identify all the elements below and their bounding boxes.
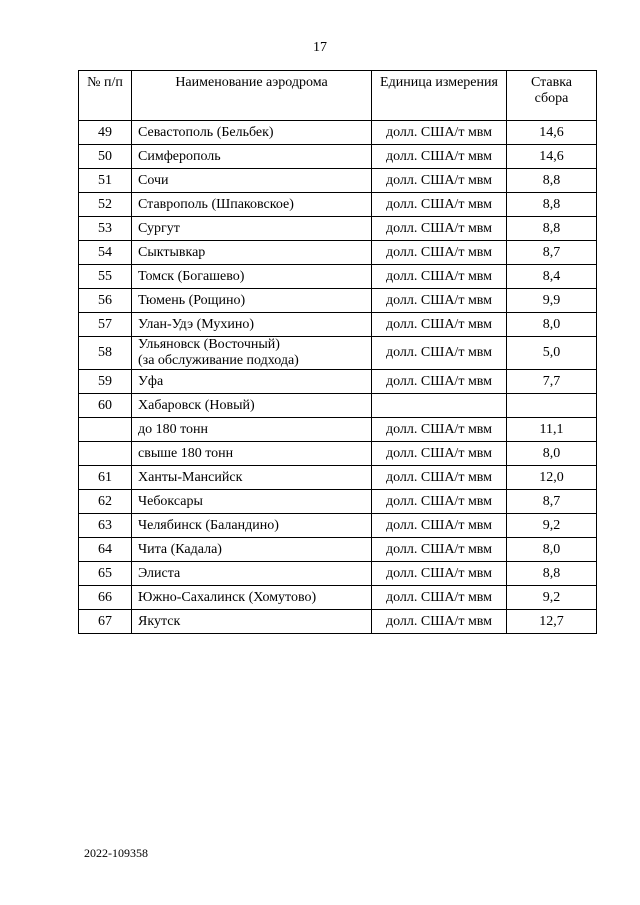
aerodrome-name-cell xyxy=(132,241,372,265)
aerodrome-name: Севастополь (Бельбек) xyxy=(138,124,274,140)
row-number-cell: 54 xyxy=(79,241,132,265)
table-row xyxy=(79,169,597,193)
rate-cell: 14,6 xyxy=(507,121,597,145)
row-number-cell: 60 xyxy=(79,394,132,418)
table-row xyxy=(79,442,597,466)
rate-cell: 8,0 xyxy=(507,313,597,337)
table-row xyxy=(79,490,597,514)
aerodrome-name-cell xyxy=(132,562,372,586)
rate-cell: 9,2 xyxy=(507,586,597,610)
unit-cell: долл. США/т мвм xyxy=(372,169,507,193)
aerodrome-name: Хабаровск (Новый) xyxy=(138,397,255,413)
rate-cell: 9,2 xyxy=(507,514,597,538)
table-row xyxy=(79,418,597,442)
table-row xyxy=(79,337,597,370)
unit-cell: долл. США/т мвм xyxy=(372,145,507,169)
rate-cell: 8,7 xyxy=(507,490,597,514)
aerodrome-name-cell xyxy=(132,265,372,289)
aerodrome-name-cell xyxy=(132,313,372,337)
header-unit: Единица измерения xyxy=(372,71,507,121)
document-id: 2022-109358 xyxy=(84,846,148,860)
aerodrome-name-cell xyxy=(132,370,372,394)
table-row xyxy=(79,610,597,634)
row-number-cell: 63 xyxy=(79,514,132,538)
row-number-cell: 51 xyxy=(79,169,132,193)
unit-cell xyxy=(372,394,507,418)
header-name: Наименование аэродрома xyxy=(132,71,372,121)
row-number-cell: 53 xyxy=(79,217,132,241)
unit-cell: долл. США/т мвм xyxy=(372,538,507,562)
row-number-cell: 55 xyxy=(79,265,132,289)
aerodrome-name-cell xyxy=(132,514,372,538)
table-row xyxy=(79,217,597,241)
rate-cell: 12,7 xyxy=(507,610,597,634)
aerodrome-name: Южно-Сахалинск (Хомутово) xyxy=(138,589,317,605)
page-number: 17 xyxy=(313,40,327,55)
aerodrome-name: Томск (Богашево) xyxy=(138,268,245,284)
rate-cell: 12,0 xyxy=(507,466,597,490)
aerodrome-name: Сочи xyxy=(138,172,169,188)
aerodrome-name-cell xyxy=(132,193,372,217)
aerodrome-name: Чита (Кадала) xyxy=(138,541,222,557)
header-num: № п/п xyxy=(79,71,132,121)
unit-cell: долл. США/т мвм xyxy=(372,193,507,217)
table-row xyxy=(79,145,597,169)
aerodrome-name-cell xyxy=(132,490,372,514)
row-number-cell xyxy=(79,418,132,442)
aerodrome-name: Ставрополь (Шпаковское) xyxy=(138,196,294,212)
unit-cell: долл. США/т мвм xyxy=(372,289,507,313)
row-number-cell: 65 xyxy=(79,562,132,586)
row-number-cell: 56 xyxy=(79,289,132,313)
table-row xyxy=(79,289,597,313)
aerodrome-name: Элиста xyxy=(138,565,181,581)
rate-cell: 8,8 xyxy=(507,169,597,193)
row-number-cell: 52 xyxy=(79,193,132,217)
table-row xyxy=(79,538,597,562)
aerodrome-name-cell xyxy=(132,442,372,466)
row-number-cell: 64 xyxy=(79,538,132,562)
table-row xyxy=(79,241,597,265)
rate-cell: 8,4 xyxy=(507,265,597,289)
aerodrome-name-cell xyxy=(132,538,372,562)
aerodrome-name-cell xyxy=(132,610,372,634)
aerodrome-name: Ханты-Мансийск xyxy=(138,469,243,485)
rate-cell: 14,6 xyxy=(507,145,597,169)
aerodrome-name-cell xyxy=(132,289,372,313)
unit-cell: долл. США/т мвм xyxy=(372,490,507,514)
rate-cell: 11,1 xyxy=(507,418,597,442)
table-row xyxy=(79,370,597,394)
table-row xyxy=(79,586,597,610)
unit-cell: долл. США/т мвм xyxy=(372,217,507,241)
unit-cell: долл. США/т мвм xyxy=(372,241,507,265)
aerodrome-name-cell xyxy=(132,418,372,442)
aerodrome-name-cell xyxy=(132,337,372,370)
rate-cell xyxy=(507,394,597,418)
row-number-cell: 57 xyxy=(79,313,132,337)
table-row xyxy=(79,121,597,145)
table-header-row xyxy=(79,71,597,121)
aerodrome-name-cell xyxy=(132,169,372,193)
row-number-cell: 66 xyxy=(79,586,132,610)
table-row xyxy=(79,466,597,490)
header-rate: Ставка сбора xyxy=(507,71,597,121)
unit-cell: долл. США/т мвм xyxy=(372,121,507,145)
aerodrome-name: Уфа xyxy=(138,373,164,389)
aerodrome-name: свыше 180 тонн xyxy=(138,445,234,461)
rate-cell: 7,7 xyxy=(507,370,597,394)
unit-cell: долл. США/т мвм xyxy=(372,370,507,394)
row-number-cell: 61 xyxy=(79,466,132,490)
unit-cell: долл. США/т мвм xyxy=(372,514,507,538)
unit-cell: долл. США/т мвм xyxy=(372,562,507,586)
rate-cell: 8,7 xyxy=(507,241,597,265)
aerodrome-name-cell xyxy=(132,145,372,169)
row-number-cell xyxy=(79,442,132,466)
table-row xyxy=(79,313,597,337)
aerodrome-name-cell xyxy=(132,217,372,241)
row-number-cell: 59 xyxy=(79,370,132,394)
aerodrome-name: Сыктывкар xyxy=(138,244,206,260)
aerodrome-name-note: (за обслуживание подхода) xyxy=(138,353,299,368)
table-row xyxy=(79,265,597,289)
aerodrome-name: Чебоксары xyxy=(138,493,203,509)
rate-cell: 8,8 xyxy=(507,217,597,241)
aerodrome-rates-table xyxy=(78,70,597,634)
rate-cell: 8,8 xyxy=(507,193,597,217)
table-row xyxy=(79,193,597,217)
rate-cell: 8,0 xyxy=(507,538,597,562)
row-number-cell: 58 xyxy=(79,337,132,370)
rate-cell: 8,8 xyxy=(507,562,597,586)
aerodrome-name: Якутск xyxy=(138,613,181,629)
aerodrome-name: Ульяновск (Восточный) xyxy=(138,337,280,352)
unit-cell: долл. США/т мвм xyxy=(372,418,507,442)
rate-cell: 9,9 xyxy=(507,289,597,313)
rate-cell: 8,0 xyxy=(507,442,597,466)
unit-cell: долл. США/т мвм xyxy=(372,265,507,289)
aerodrome-name: Челябинск (Баландино) xyxy=(138,517,279,533)
unit-cell: долл. США/т мвм xyxy=(372,586,507,610)
unit-cell: долл. США/т мвм xyxy=(372,337,507,370)
table-row xyxy=(79,514,597,538)
row-number-cell: 50 xyxy=(79,145,132,169)
unit-cell: долл. США/т мвм xyxy=(372,313,507,337)
row-number-cell: 49 xyxy=(79,121,132,145)
table-row xyxy=(79,562,597,586)
rate-cell: 5,0 xyxy=(507,337,597,370)
unit-cell: долл. США/т мвм xyxy=(372,466,507,490)
aerodrome-name: Улан-Удэ (Мухино) xyxy=(138,316,255,332)
aerodrome-name-cell xyxy=(132,586,372,610)
table-row xyxy=(79,394,597,418)
aerodrome-name-cell xyxy=(132,466,372,490)
table-body xyxy=(79,121,597,634)
row-number-cell: 67 xyxy=(79,610,132,634)
aerodrome-name-cell xyxy=(132,121,372,145)
aerodrome-name: Тюмень (Рощино) xyxy=(138,292,246,308)
aerodrome-name: Симферополь xyxy=(138,148,221,164)
unit-cell: долл. США/т мвм xyxy=(372,610,507,634)
row-number-cell: 62 xyxy=(79,490,132,514)
aerodrome-name-cell xyxy=(132,394,372,418)
aerodrome-name: до 180 тонн xyxy=(138,421,209,437)
unit-cell: долл. США/т мвм xyxy=(372,442,507,466)
aerodrome-name: Сургут xyxy=(138,220,180,236)
